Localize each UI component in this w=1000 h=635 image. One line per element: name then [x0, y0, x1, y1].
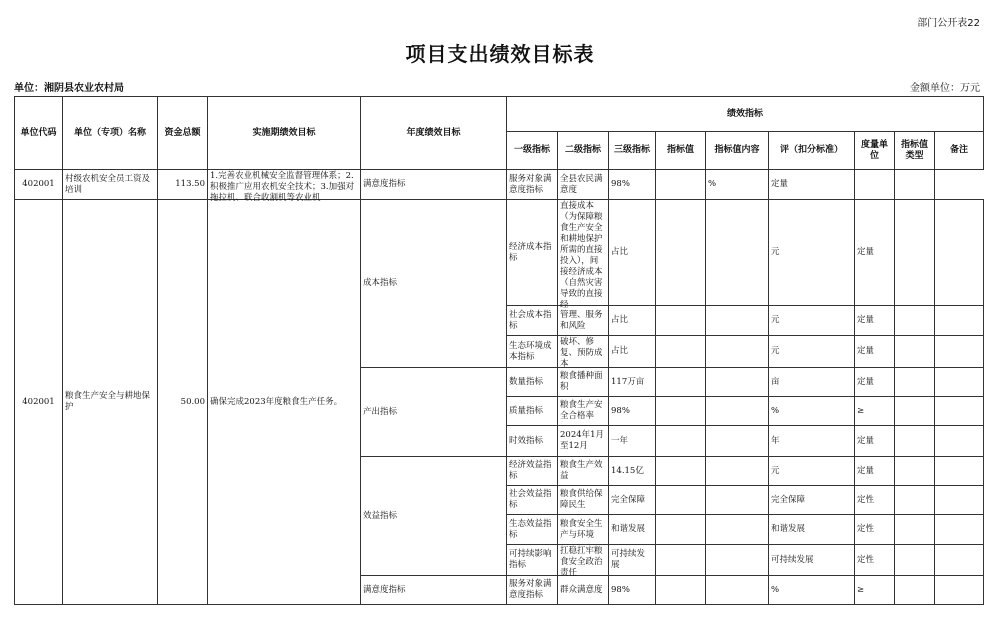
level1-indicator: 经济效益指标	[507, 457, 558, 486]
level1-indicator: 满意度指标	[361, 170, 507, 200]
form-number-label: 部门公开表22	[917, 18, 980, 29]
level3-indicator: 占比	[609, 336, 656, 368]
measure-unit: ≥	[855, 576, 895, 605]
remark	[895, 170, 935, 200]
indicator-value	[656, 306, 706, 336]
measure-unit: 定性	[855, 545, 895, 576]
measure-unit: 定性	[855, 486, 895, 515]
table-row	[15, 200, 984, 306]
level3-indicator: 全县农民满意度	[558, 170, 609, 200]
indicator-value	[656, 486, 706, 515]
indicator-value-content	[706, 515, 769, 545]
scoring-standard: %	[769, 397, 855, 426]
measure-unit: 定性	[855, 515, 895, 545]
scoring-standard: 元	[769, 306, 855, 336]
unit-label: 单位：湘阴县农业农村局	[14, 83, 124, 94]
level2-indicator: 粮食供给保障民生	[558, 486, 609, 515]
indicator-value-content	[706, 545, 769, 576]
header-level1: 一级指标	[507, 132, 558, 170]
measure-unit: 定量	[855, 457, 895, 486]
measure-unit: 定量	[769, 170, 855, 200]
level1-indicator: 服务对象满意度指标	[507, 576, 558, 605]
project-name: 粮食生产安全与耕地保护	[63, 200, 158, 605]
level2-indicator: 2024年1月至12月	[558, 426, 609, 457]
level2-indicator-text: 破坏、修复、预防成本	[560, 337, 603, 369]
indicator-value	[656, 576, 706, 605]
scoring-standard: 可持续发展	[769, 545, 855, 576]
level3-indicator: 和谐发展	[609, 515, 656, 545]
level3-indicator: 98%	[609, 397, 656, 426]
level2-indicator: 粮食安全生产与环境	[558, 515, 609, 545]
level3-indicator: 完全保障	[609, 486, 656, 515]
period-goal	[208, 170, 361, 203]
level1-indicator: 生态效益指标	[507, 515, 558, 545]
header-level2: 二级指标	[558, 132, 609, 170]
level2-indicator: 管理、服务和风险	[558, 306, 609, 336]
value-type	[895, 426, 935, 457]
value-type	[895, 457, 935, 486]
indicator-value	[656, 200, 706, 306]
scoring-standard: 元	[769, 336, 855, 368]
value-type	[895, 306, 935, 336]
fund-amount: 50.00	[158, 200, 208, 605]
level3-indicator: 98%	[609, 576, 656, 605]
header-name: 单位（专项）名称	[63, 97, 158, 170]
indicator-group-benefit: 效益指标	[361, 457, 507, 576]
indicator-group-output: 产出指标	[361, 368, 507, 457]
project-name: 村级农机安全员工资及培训	[63, 170, 158, 200]
level1-indicator: 可持续影响指标	[507, 545, 558, 576]
scoring-standard: 完全保障	[769, 486, 855, 515]
header-period-goal: 实施期绩效目标	[208, 97, 361, 170]
level1-indicator: 时效指标	[507, 426, 558, 457]
page-title: 项目支出绩效目标表	[405, 42, 595, 66]
indicator-value-content	[706, 486, 769, 515]
scoring-standard: %	[706, 170, 769, 200]
level2-indicator: 服务对象满意度指标	[507, 170, 558, 200]
level1-indicator: 社会成本指标	[507, 306, 558, 336]
scoring-standard: 亩	[769, 368, 855, 397]
period-goal-text: 1.完善农业机械安全监督管理体系；2.积极推广应用农机安全技术；3.加强对拖拉机、联合收割机等农业机	[210, 171, 355, 203]
value-type	[895, 200, 935, 306]
performance-table	[14, 96, 984, 605]
unit-code: 402001	[15, 170, 63, 200]
header-value-type: 指标值类型	[895, 132, 935, 170]
indicator-value-content	[706, 306, 769, 336]
remark	[935, 397, 984, 426]
indicator-value-content	[706, 336, 769, 368]
scoring-standard: 元	[769, 457, 855, 486]
value-type	[895, 336, 935, 368]
scoring-standard: 元	[769, 200, 855, 306]
level3-indicator: 占比	[609, 306, 656, 336]
level2-indicator-text: 直接成本（为保障粮食生产安全和耕地保护所需的直接投入），间接经济成本（自然灾害导致的直接经	[560, 201, 603, 310]
indicator-value-content	[706, 397, 769, 426]
level3-indicator: 一年	[609, 426, 656, 457]
remark	[935, 576, 984, 605]
value-type	[895, 545, 935, 576]
header-measure-unit: 度量单位	[855, 132, 895, 170]
indicator-value	[656, 336, 706, 368]
indicator-value-content	[706, 576, 769, 605]
indicator-value	[656, 515, 706, 545]
level1-indicator: 数量指标	[507, 368, 558, 397]
measure-unit: 定量	[855, 336, 895, 368]
indicator-value	[656, 368, 706, 397]
indicator-group-satisfaction: 满意度指标	[361, 576, 507, 605]
remark	[935, 515, 984, 545]
remark	[935, 368, 984, 397]
level3-indicator: 可持续发展	[609, 545, 656, 576]
level2-indicator	[558, 545, 609, 576]
header-value: 指标值	[656, 132, 706, 170]
level2-indicator	[558, 336, 609, 368]
measure-unit: 定量	[855, 368, 895, 397]
value-type	[855, 170, 895, 200]
indicator-value-content	[706, 200, 769, 306]
scoring-standard: 和谐发展	[769, 515, 855, 545]
value-type	[895, 486, 935, 515]
indicator-value-content	[706, 368, 769, 397]
level1-indicator: 生态环境成本指标	[507, 336, 558, 368]
level2-indicator: 粮食播种面积	[558, 368, 609, 397]
measure-unit: 定量	[855, 426, 895, 457]
level2-indicator: 粮食生产效益	[558, 457, 609, 486]
remark	[935, 457, 984, 486]
fund-amount: 113.50	[158, 170, 208, 200]
level1-indicator: 社会效益指标	[507, 486, 558, 515]
indicator-value	[656, 426, 706, 457]
measure-unit: 定量	[855, 200, 895, 306]
level3-indicator: 占比	[609, 200, 656, 306]
level2-indicator	[558, 200, 609, 310]
remark	[935, 486, 984, 515]
remark	[935, 306, 984, 336]
indicator-group-cost: 成本指标	[361, 200, 507, 368]
amount-unit-label: 金额单位：万元	[910, 83, 980, 94]
header-code: 单位代码	[15, 97, 63, 170]
remark	[935, 545, 984, 576]
remark	[935, 200, 984, 306]
indicator-value	[656, 545, 706, 576]
level2-indicator-text: 扛稳扛牢粮食安全政治责任	[560, 546, 603, 578]
value-type	[895, 515, 935, 545]
header-value-content: 指标值内容	[706, 132, 769, 170]
indicator-value	[656, 397, 706, 426]
remark	[935, 336, 984, 368]
level2-indicator: 粮食生产安全合格率	[558, 397, 609, 426]
level3-indicator: 117万亩	[609, 368, 656, 397]
measure-unit: ≥	[855, 397, 895, 426]
level1-indicator: 经济成本指标	[507, 200, 558, 306]
header-annual-goal: 年度绩效目标	[361, 97, 507, 170]
header-level3: 三级指标	[609, 132, 656, 170]
scoring-standard: 年	[769, 426, 855, 457]
table-row	[15, 170, 984, 200]
remark	[935, 426, 984, 457]
value-type	[895, 368, 935, 397]
header-scoring: 评（扣分标准）	[769, 132, 855, 170]
value-type	[895, 397, 935, 426]
indicator-value: 98%	[609, 170, 656, 200]
measure-unit: 定量	[855, 306, 895, 336]
header-performance: 绩效指标	[507, 97, 984, 132]
indicator-value-content	[706, 426, 769, 457]
value-type	[895, 576, 935, 605]
unit-code: 402001	[15, 200, 63, 605]
indicator-value-content	[706, 457, 769, 486]
header-remark: 备注	[935, 132, 984, 170]
period-goal: 确保完成2023年度粮食生产任务。	[208, 200, 361, 605]
header-funds: 资金总额	[158, 97, 208, 170]
level2-indicator: 群众满意度	[558, 576, 609, 605]
indicator-value-content	[656, 170, 706, 200]
level1-indicator: 质量指标	[507, 397, 558, 426]
indicator-value	[656, 457, 706, 486]
scoring-standard: %	[769, 576, 855, 605]
level3-indicator: 14.15亿	[609, 457, 656, 486]
